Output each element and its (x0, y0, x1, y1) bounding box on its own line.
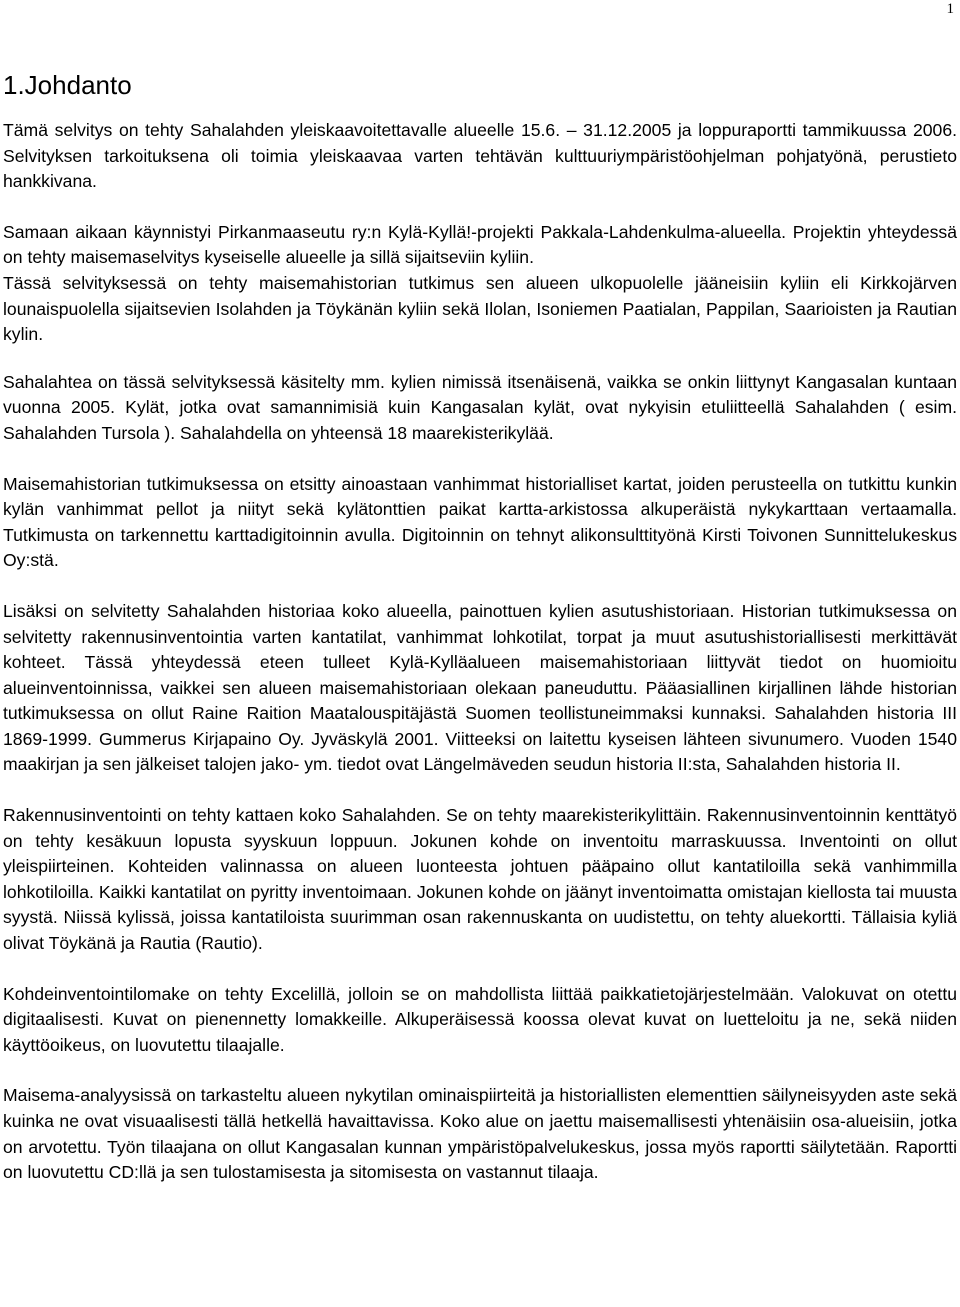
section-heading: 1.Johdanto (3, 70, 132, 100)
document-body (3, 70, 957, 1186)
paragraph-kyla-kylla: Samaan aikaan käynnistyi Pirkanmaaseutu ry:n Kylä-Kyllä!-projekti Pakkala-Lahdenkulma-alueella. Projektin yhteydessä on tehty maisemaselvitys kyseiselle alueelle ja sillä sijaitseviin kyliin. (3, 221, 957, 268)
paragraph-maps: Maisemahistorian tutkimuksessa on etsitty ainoastaan vanhimmat historialliset kartat, joiden perusteella on tutkittu kunkin kylän vanhimmat pellot ja niityt sekä kylätonttien paikat kartta-arkistossa alkuperäistä nykykarttaan vertaamalla. Tutkimusta on tarkennettu karttadigitoinnin avulla. Digitoinnin on tehnyt alikonsulttityönä Kirsti Toivonen Sunnittelukeskus Oy:stä. (3, 473, 957, 571)
paragraph-history: Lisäksi on selvitetty Sahalahden historiaa koko alueella, painottuen kylien asutushistoriaan. Historian tutkimuksessa on selvitetty rakennusinventointia varten kantatilat, vanhimmat lohkotilat, torpat ja muut asutushistoriallisesti merkittävät kohteet. Tässä yhteydessä eteen tulleet Kylä-Kylläalueen maisemahistoriaan liittyvät tiedot on huomioitu alueinventoinnissa, vaikkei sen alueen maisemahistoriaan olekaan paneuduttu. Pääasiallinen kirjallinen lähde historian tutkimuksessa on ollut Raine Raition Maatalouspitäjästä Suomen teollistuneimmaksi kunnaksi. Sahalahden historia III 1869-1999. Gummerus Kirjapaino Oy. Jyväskylä 2001. Viitteeksi on laitettu kyseisen lähteen sivunumero. Vuoden 1540 maakirjan ja sen jälkeiset talojen jako- ym. tiedot ovat Längelmäveden seudun historia II:sta, Sahalahden historia II. (3, 600, 957, 775)
paragraph-landscape-analysis: Maisema-analyysissä on tarkasteltu alueen nykytilan ominaispiirteitä ja historiallisten elementtien säilyneisyyden aste sekä kuinka ne ovat visuaalisesti tällä hetkellä havaittavissa. Koko alue on jaettu maisemallisesti yhtenäisiin osa-alueisiin, jotka on arvotettu. Työn tilaajana on ollut Kangasalan kunnan ympäristöpalvelukeskus, jossa myös raportti säilytetään. Raportti on luovutettu CD:llä ja sen tulostamisesta ja sitomisesta on vastannut tilaaja. (3, 1085, 957, 1183)
paragraph-naming: Sahalahtea on tässä selvityksessä käsitelty mm. kylien nimissä itsenäisenä, vaikka se onkin liittynyt Kangasalan kuntaan vuonna 2005. Kylät, jotka ovat samannimisiä kuin Kangasalan kylät, ovat nykyisin etuliitteellä Sahalahden ( esim. Sahalahden Tursola ). Sahalahdella on yhteensä 18 maarekisterikylää. (3, 371, 957, 443)
paragraph-scope: Tässä selvityksessä on tehty maisemahistorian tutkimus sen alueen ulkopuolelle jääneisiin kyliin eli Kirkkojärven lounaispuolella sijaitsevien Isolahden ja Töykänän kyliin sekä Ilolan, Isoniemen Paatialan, Pappilan, Saarioisten ja Rautian kylin. (3, 272, 957, 345)
page-number: 1 (946, 1, 954, 17)
paragraph-intro: Tämä selvitys on tehty Sahalahden yleiskaavoitettavalle alueelle 15.6. – 31.12.2005 ja loppuraportti tammikuussa 2006. Selvityksen tarkoituksena oli toimia yleiskaavaa varten tehtävän kulttuuriympäristöohjelman pohjatyönä, perustieto hankkivana. (3, 120, 957, 192)
paragraph-inventory-form: Kohdeinventointilomake on tehty Excelillä, jolloin se on mahdollista liittää paikkatietojärjestelmään. Valokuvat on otettu digitaalisesti. Kuvat on pienennetty lomakkeille. Alkuperäisessä koossa olevat kuvat on luetteloitu ja ne, sekä niiden käyttöoikeus, on luovutettu tilaajalle. (3, 983, 957, 1055)
paragraph-building-inventory: Rakennusinventointi on tehty kattaen koko Sahalahden. Se on tehty maarekisterikylittäin. Rakennusinventoinnin kenttätyö on tehty kesäkuun lopusta syyskuun loppuun. Jokunen kohde on inventoitu marraskuussa. Inventointi on ollut yleispiirteinen. Kohteiden valinnassa on alueen luonteesta johtuen pääpaino ollut kantatiloilla sekä vanhimmilla lohkotiloilla. Kaikki kantatilat on pyritty inventoimaan. Jokunen kohde on jäänyt inventoimatta omistajan kiellosta tai muusta syystä. Niissä kylissä, joissa kantatiloista suurimman osan rakennuskanta on uudistettu, on tehty aluekortti. Tällaisia kyliä olivat Töykänä ja Rautia (Rautio). (3, 805, 957, 954)
